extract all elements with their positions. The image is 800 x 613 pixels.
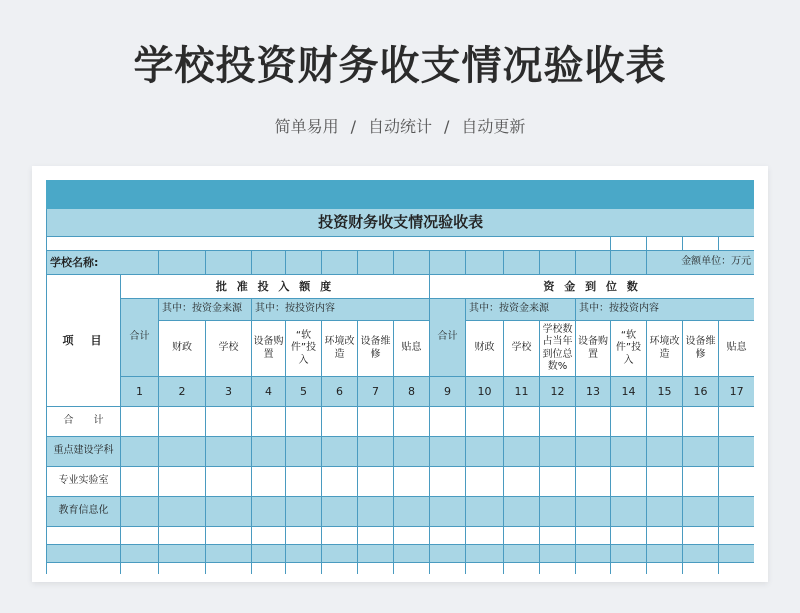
cell[interactable]: [358, 407, 394, 437]
cell[interactable]: [206, 437, 252, 467]
cell[interactable]: [683, 467, 719, 497]
cell[interactable]: [322, 497, 358, 527]
sheet-title: 投资财务收支情况验收表: [47, 209, 755, 237]
col-school: 学校: [504, 321, 540, 377]
cell[interactable]: [611, 563, 647, 575]
cell[interactable]: [576, 497, 611, 527]
spreadsheet: [46, 180, 754, 574]
col-school-percent: 学校数占当年到位总数%: [540, 321, 576, 377]
cell[interactable]: [358, 437, 394, 467]
cell[interactable]: [540, 497, 576, 527]
received-by-source: 其中：按资金来源: [466, 299, 576, 321]
cell[interactable]: [206, 497, 252, 527]
column-number: 15: [647, 377, 683, 407]
cell[interactable]: [394, 467, 430, 497]
subtitle-item: 自动统计: [367, 117, 432, 136]
approved-by-source: 其中：按资金来源: [159, 299, 252, 321]
column-number: 1: [121, 377, 159, 407]
column-number: 14: [611, 377, 647, 407]
info-row: [47, 251, 755, 275]
cell[interactable]: [540, 467, 576, 497]
table-row: [47, 545, 755, 563]
subtitle-item: 自动更新: [461, 117, 526, 136]
cell[interactable]: [504, 527, 540, 545]
cell[interactable]: [121, 437, 159, 467]
cell[interactable]: [430, 497, 466, 527]
column-number: 6: [322, 377, 358, 407]
cell[interactable]: [47, 563, 121, 575]
cell[interactable]: [504, 497, 540, 527]
col-equipment: 设备购置: [576, 321, 611, 377]
cell[interactable]: [576, 563, 611, 575]
cell[interactable]: [358, 467, 394, 497]
column-number: 9: [430, 377, 466, 407]
cell[interactable]: [430, 563, 466, 575]
subtitle-separator: /: [350, 117, 356, 136]
cell[interactable]: [159, 437, 206, 467]
sheet-title-row: [47, 209, 755, 237]
cell[interactable]: [683, 545, 719, 563]
subtitle-separator: /: [444, 117, 450, 136]
col-subsidy: 贴息: [394, 321, 430, 377]
cell[interactable]: [322, 527, 358, 545]
cell[interactable]: [611, 497, 647, 527]
column-number: 12: [540, 377, 576, 407]
cell[interactable]: [540, 545, 576, 563]
header-band-cell: [47, 181, 755, 209]
cell[interactable]: [504, 467, 540, 497]
cell[interactable]: [286, 467, 322, 497]
received-header: 资 金 到 位 数: [430, 275, 755, 299]
cell[interactable]: [159, 407, 206, 437]
column-number-row: [47, 377, 755, 407]
cell[interactable]: [466, 251, 504, 275]
row-label-lab: 专业实验室: [47, 467, 121, 497]
approved-total-header: 合计: [121, 299, 159, 377]
header-band: [47, 181, 755, 209]
cell[interactable]: [576, 251, 611, 275]
column-number: 5: [286, 377, 322, 407]
cell[interactable]: [358, 545, 394, 563]
column-number: 10: [466, 377, 504, 407]
cell[interactable]: [358, 497, 394, 527]
cell[interactable]: [504, 563, 540, 575]
cell[interactable]: [358, 527, 394, 545]
cell[interactable]: [394, 563, 430, 575]
cell[interactable]: [159, 467, 206, 497]
cell[interactable]: [430, 251, 466, 275]
table-row: [47, 527, 755, 545]
preview-card: [32, 166, 768, 582]
table-row: [47, 407, 755, 437]
cell[interactable]: [394, 527, 430, 545]
col-school: 学校: [206, 321, 252, 377]
cell[interactable]: [252, 497, 286, 527]
table-row: [47, 563, 755, 575]
cell[interactable]: [647, 497, 683, 527]
cell[interactable]: [540, 437, 576, 467]
cell[interactable]: [647, 467, 683, 497]
cell[interactable]: [466, 497, 504, 527]
cell[interactable]: [252, 437, 286, 467]
cell[interactable]: [647, 407, 683, 437]
cell: [719, 237, 755, 251]
cell[interactable]: [466, 467, 504, 497]
cell[interactable]: [47, 545, 121, 563]
cell: [47, 237, 611, 251]
cell[interactable]: [206, 527, 252, 545]
cell[interactable]: [159, 251, 206, 275]
column-number: 16: [683, 377, 719, 407]
cell[interactable]: [121, 545, 159, 563]
cell[interactable]: [121, 563, 159, 575]
approved-header: 批 准 投 入 额 度: [121, 275, 430, 299]
cell[interactable]: [430, 437, 466, 467]
cell[interactable]: [611, 437, 647, 467]
cell[interactable]: [430, 545, 466, 563]
table-row: [47, 467, 755, 497]
cell[interactable]: [252, 527, 286, 545]
table-row: [47, 437, 755, 467]
col-environment: 环境改造: [322, 321, 358, 377]
cell[interactable]: [322, 437, 358, 467]
cell: [683, 237, 719, 251]
cell: [611, 237, 647, 251]
finance-table: [46, 180, 754, 574]
cell[interactable]: [504, 437, 540, 467]
cell[interactable]: [647, 545, 683, 563]
cell[interactable]: [286, 563, 322, 575]
cell[interactable]: [159, 563, 206, 575]
column-number: 11: [504, 377, 540, 407]
cell[interactable]: [206, 563, 252, 575]
cell[interactable]: [206, 407, 252, 437]
cell[interactable]: [683, 437, 719, 467]
cell[interactable]: [611, 251, 647, 275]
cell[interactable]: [252, 251, 286, 275]
cell[interactable]: [719, 407, 755, 437]
cell[interactable]: [358, 563, 394, 575]
column-number: 3: [206, 377, 252, 407]
cell[interactable]: [394, 497, 430, 527]
received-by-content: 其中：按投资内容: [576, 299, 755, 321]
cell[interactable]: [252, 563, 286, 575]
column-number: 8: [394, 377, 430, 407]
col-environment: 环境改造: [647, 321, 683, 377]
approved-by-content: 其中：按投资内容: [252, 299, 430, 321]
cell[interactable]: [719, 467, 755, 497]
cell[interactable]: [647, 563, 683, 575]
cell[interactable]: [394, 407, 430, 437]
cell[interactable]: [206, 545, 252, 563]
col-finance: 财政: [159, 321, 206, 377]
cell[interactable]: [466, 527, 504, 545]
cell[interactable]: [206, 251, 252, 275]
cell[interactable]: [322, 563, 358, 575]
school-name-label: 学校名称:: [47, 251, 159, 275]
cell[interactable]: [466, 437, 504, 467]
cell[interactable]: [611, 407, 647, 437]
cell[interactable]: [252, 545, 286, 563]
column-number: 4: [252, 377, 286, 407]
cell[interactable]: [504, 251, 540, 275]
cell[interactable]: [683, 407, 719, 437]
cell[interactable]: [286, 527, 322, 545]
cell[interactable]: [647, 437, 683, 467]
column-number: 2: [159, 377, 206, 407]
cell[interactable]: [504, 407, 540, 437]
cell[interactable]: [576, 407, 611, 437]
row-label-it: 教育信息化: [47, 497, 121, 527]
col-maintenance: 设备维修: [358, 321, 394, 377]
col-finance: 财政: [466, 321, 504, 377]
cell[interactable]: [611, 545, 647, 563]
cell[interactable]: [719, 545, 755, 563]
cell[interactable]: [540, 251, 576, 275]
cell[interactable]: [540, 563, 576, 575]
cell[interactable]: [504, 545, 540, 563]
cell[interactable]: [47, 527, 121, 545]
cell[interactable]: [719, 563, 755, 575]
cell[interactable]: [466, 545, 504, 563]
cell[interactable]: [286, 251, 322, 275]
header-row-2: [47, 299, 755, 321]
page-title: 学校投资财务收支情况验收表: [133, 43, 667, 89]
unit-label: 金额单位：万元: [647, 251, 755, 275]
cell[interactable]: [394, 545, 430, 563]
cell[interactable]: [430, 467, 466, 497]
cell[interactable]: [683, 563, 719, 575]
cell[interactable]: [121, 527, 159, 545]
cell[interactable]: [322, 407, 358, 437]
cell[interactable]: [286, 407, 322, 437]
column-number: 17: [719, 377, 755, 407]
cell[interactable]: [286, 545, 322, 563]
cell[interactable]: [719, 497, 755, 527]
cell[interactable]: [647, 527, 683, 545]
cell[interactable]: [206, 467, 252, 497]
cell[interactable]: [159, 545, 206, 563]
cell[interactable]: [611, 527, 647, 545]
cell[interactable]: [121, 497, 159, 527]
col-equipment: 设备购置: [252, 321, 286, 377]
cell[interactable]: [286, 437, 322, 467]
column-number: 7: [358, 377, 394, 407]
cell: [647, 237, 683, 251]
column-number: 13: [576, 377, 611, 407]
cell[interactable]: [286, 497, 322, 527]
cell[interactable]: [394, 437, 430, 467]
blank-row: [47, 237, 755, 251]
cell[interactable]: [683, 497, 719, 527]
col-maintenance: 设备维修: [683, 321, 719, 377]
cell[interactable]: [252, 407, 286, 437]
cell[interactable]: [719, 437, 755, 467]
cell[interactable]: [430, 527, 466, 545]
received-total-header: 合计: [430, 299, 466, 377]
cell[interactable]: [430, 407, 466, 437]
cell[interactable]: [540, 527, 576, 545]
col-subsidy: 贴息: [719, 321, 755, 377]
row-label-key-discipline: 重点建设学科: [47, 437, 121, 467]
cell[interactable]: [121, 407, 159, 437]
cell[interactable]: [611, 467, 647, 497]
cell[interactable]: [719, 527, 755, 545]
header-row-1: [47, 275, 755, 299]
row-label-total: 合 计: [47, 407, 121, 437]
table-row: [47, 497, 755, 527]
cell[interactable]: [576, 437, 611, 467]
cell[interactable]: [322, 467, 358, 497]
cell[interactable]: [466, 563, 504, 575]
cell[interactable]: [576, 545, 611, 563]
cell[interactable]: [576, 527, 611, 545]
cell[interactable]: [159, 497, 206, 527]
cell[interactable]: [394, 251, 430, 275]
cell[interactable]: [159, 527, 206, 545]
subtitle-item: 简单易用: [274, 117, 339, 136]
cell[interactable]: [322, 545, 358, 563]
cell[interactable]: [252, 467, 286, 497]
cell[interactable]: [121, 467, 159, 497]
cell[interactable]: [358, 251, 394, 275]
cell[interactable]: [322, 251, 358, 275]
cell[interactable]: [466, 407, 504, 437]
page-subtitle: [0, 114, 800, 137]
col-software: “软件”投入: [286, 321, 322, 377]
cell[interactable]: [576, 467, 611, 497]
cell[interactable]: [540, 407, 576, 437]
cell[interactable]: [683, 527, 719, 545]
col-software: “软件”投入: [611, 321, 647, 377]
item-header: 项 目: [47, 275, 121, 407]
